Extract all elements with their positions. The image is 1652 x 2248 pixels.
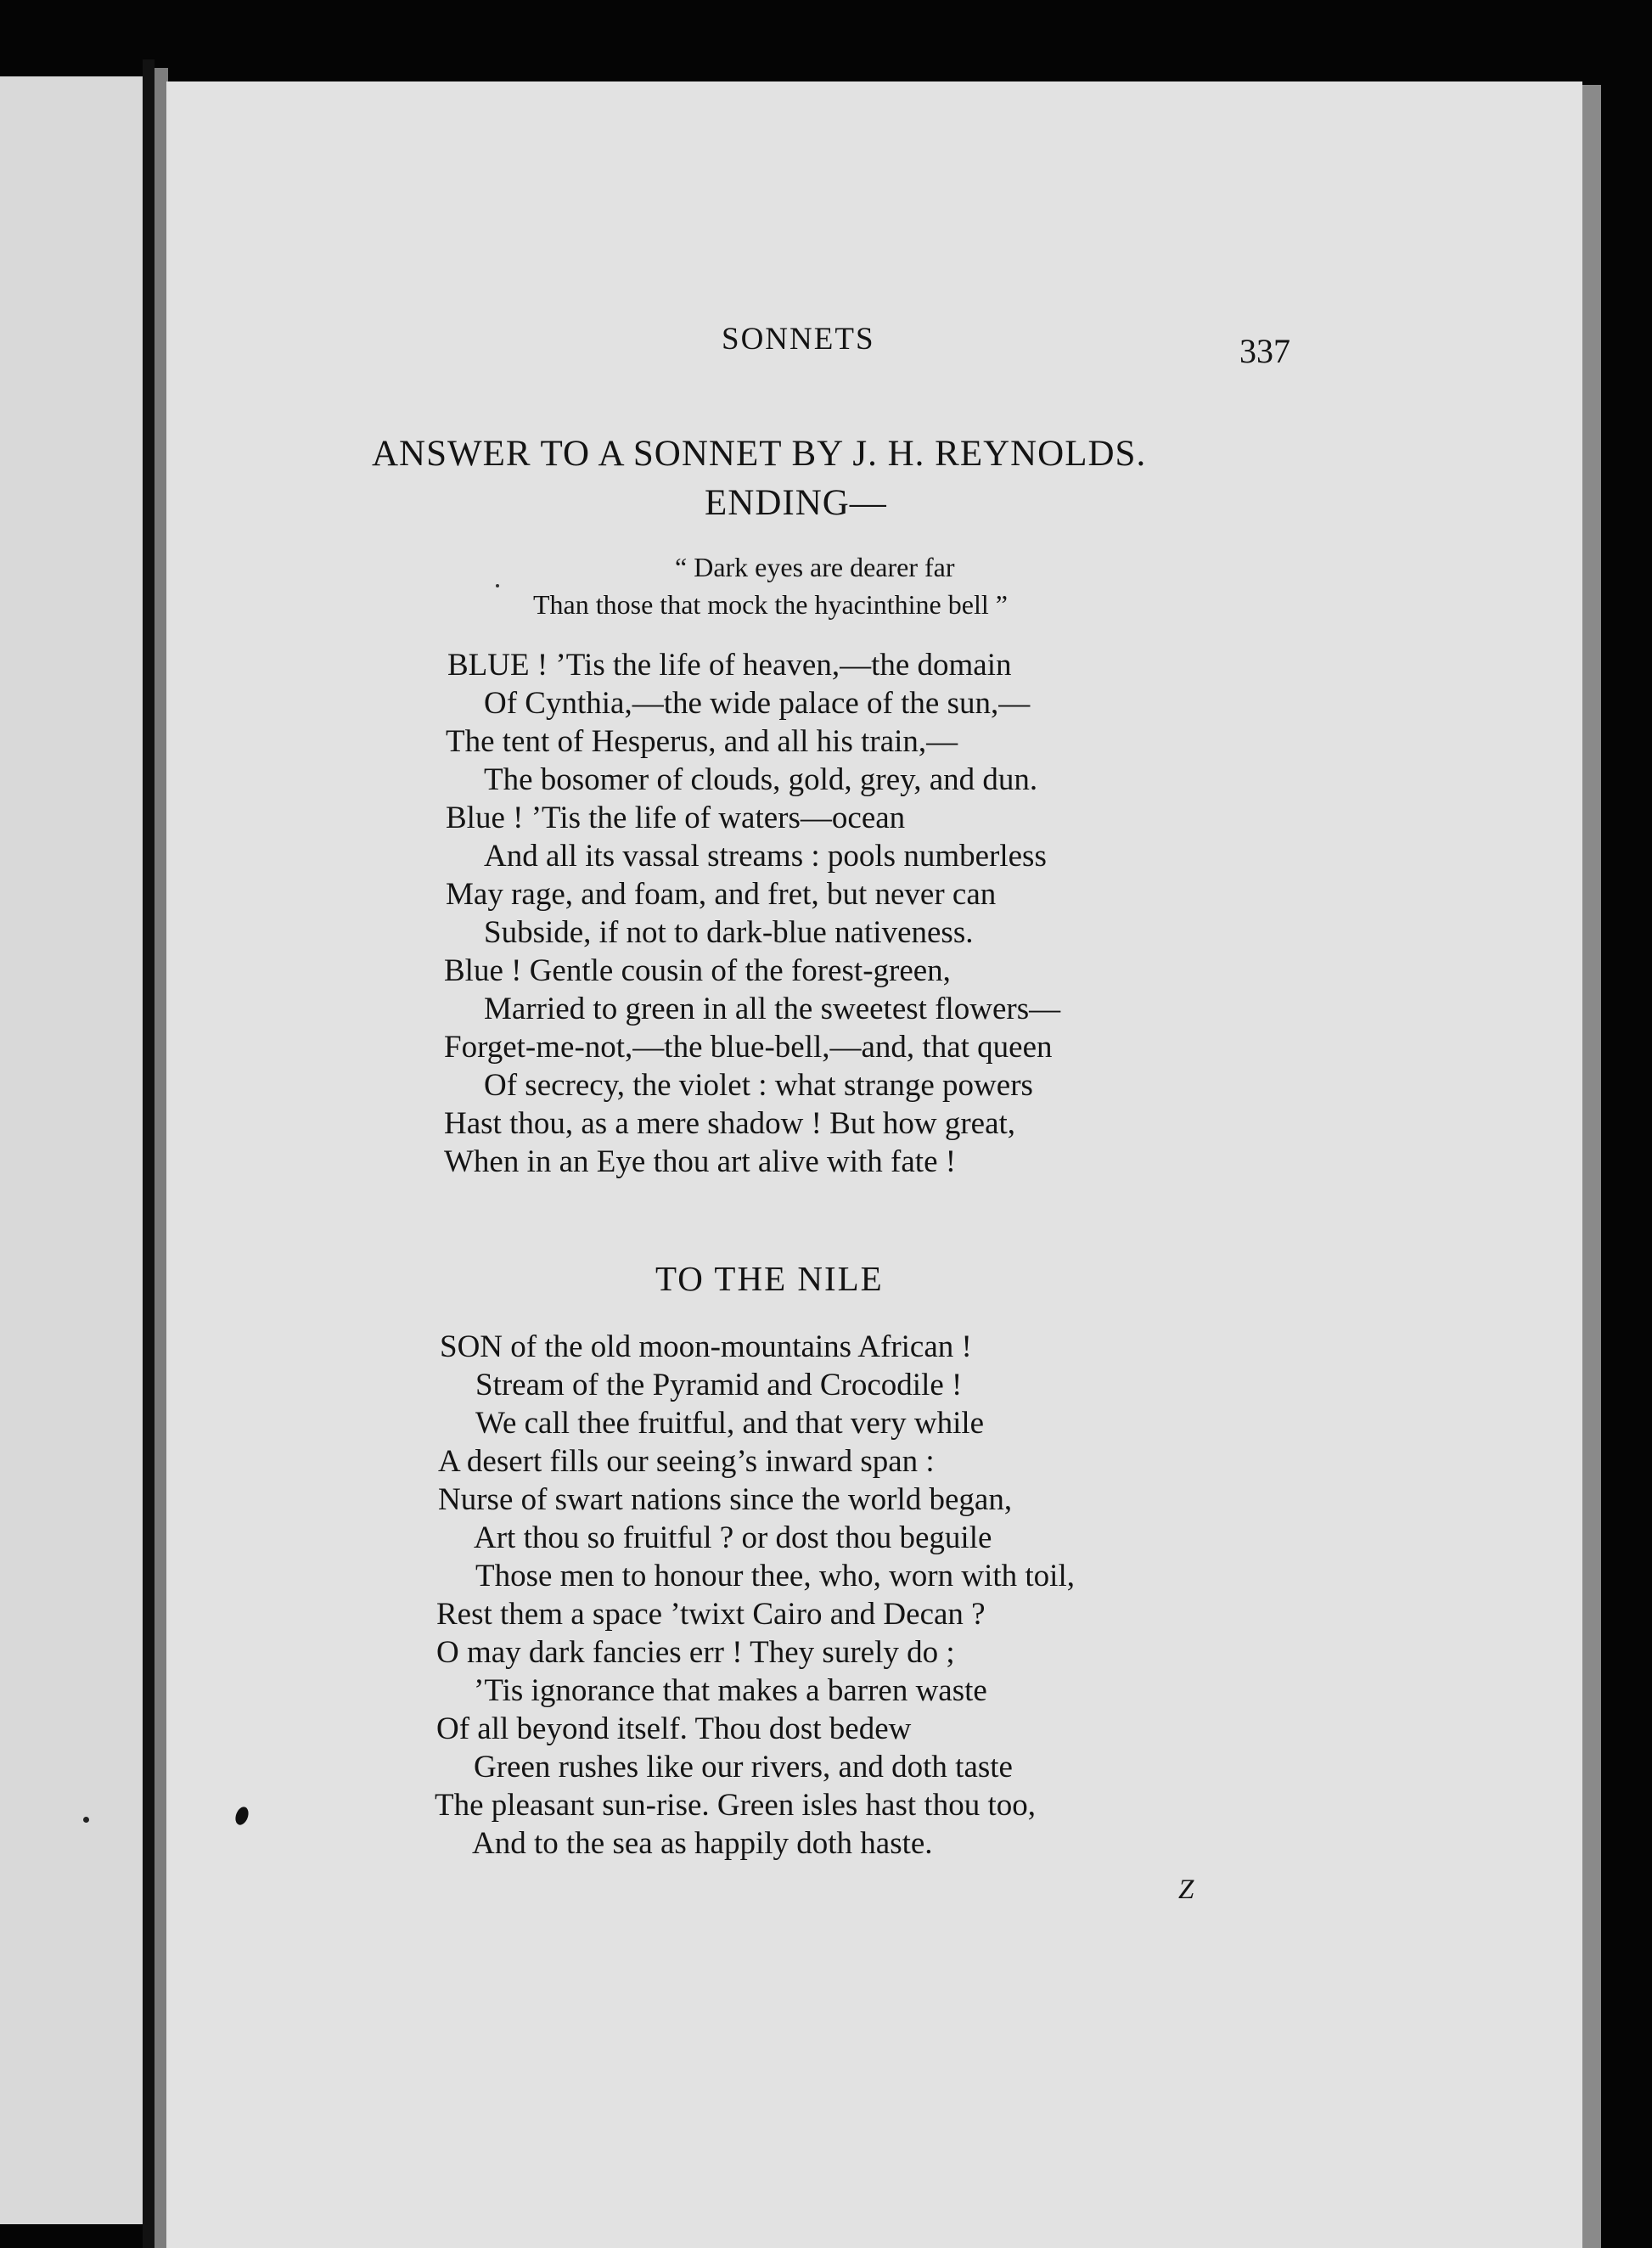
ink-speck (496, 584, 499, 587)
poem-line: And all its vassal streams : pools numberless (484, 839, 1047, 874)
poem-line: O may dark fancies err ! They surely do ; (436, 1635, 955, 1670)
left-page-edge (0, 76, 143, 2224)
sonnet-title-nile: TO THE NILE (655, 1259, 884, 1298)
poem-line: Those men to honour thee, who, worn with toil, (475, 1559, 1075, 1593)
poem-line: SON of the old moon-mountains African ! (440, 1329, 972, 1364)
epigraph-line: “ Dark eyes are dearer far (675, 552, 955, 582)
poem-line: A desert fills our seeing’s inward span : (438, 1444, 935, 1479)
signature-mark: Z (1178, 1874, 1194, 1905)
poem-line: Hast thou, as a mere shadow ! But how great, (444, 1106, 1016, 1141)
poem-line: Art thou so fruitful ? or dost thou beguile (474, 1520, 992, 1555)
epigraph-line: Than those that mock the hyacinthine bell ” (533, 589, 1008, 620)
poem-line: Blue ! ’Tis the life of waters—ocean (446, 801, 906, 835)
sonnet-title-continued: ENDING— (705, 483, 887, 523)
poem-line: The bosomer of clouds, gold, grey, and dun. (484, 762, 1038, 797)
poem-line: Of Cynthia,—the wide palace of the sun,— (484, 686, 1031, 721)
book-spine (143, 59, 155, 2248)
poem-line: Stream of the Pyramid and Crocodile ! (475, 1368, 963, 1402)
poem-line: Married to green in all the sweetest flowers— (484, 992, 1061, 1026)
poem-line: Green rushes like our rivers, and doth taste (474, 1750, 1013, 1784)
poem-line: Of all beyond itself. Thou dost bedew (436, 1711, 912, 1746)
sonnet-title: ANSWER TO A SONNET BY J. H. REYNOLDS. (372, 434, 1147, 474)
poem-line: Nurse of swart nations since the world began, (438, 1482, 1013, 1517)
ink-dot (83, 1817, 89, 1823)
poem-line: BLUE ! ’Tis the life of heaven,—the domain (447, 648, 1012, 683)
poem-line: Rest them a space ’twixt Cairo and Decan ? (436, 1597, 986, 1632)
poem-line: The pleasant sun-rise. Green isles hast thou too, (435, 1788, 1036, 1823)
page-number: 337 (1239, 332, 1290, 370)
running-head: SONNETS (722, 322, 875, 357)
poem-line: And to the sea as happily doth haste. (472, 1826, 933, 1861)
page-edge-shadow (1582, 85, 1601, 2248)
poem-line: ’Tis ignorance that makes a barren waste (474, 1673, 987, 1708)
poem-line: We call thee fruitful, and that very while (475, 1406, 985, 1441)
poem-line: Blue ! Gentle cousin of the forest-green, (444, 953, 951, 988)
poem-line: Of secrecy, the violet : what strange powers (484, 1068, 1033, 1103)
poem-line: May rage, and foam, and fret, but never can (446, 877, 997, 912)
poem-line: The tent of Hesperus, and all his train,— (446, 724, 958, 759)
poem-line: Forget-me-not,—the blue-bell,—and, that queen (444, 1030, 1053, 1065)
poem-line: When in an Eye thou art alive with fate ! (444, 1144, 957, 1179)
poem-line: Subside, if not to dark-blue nativeness. (484, 915, 974, 950)
